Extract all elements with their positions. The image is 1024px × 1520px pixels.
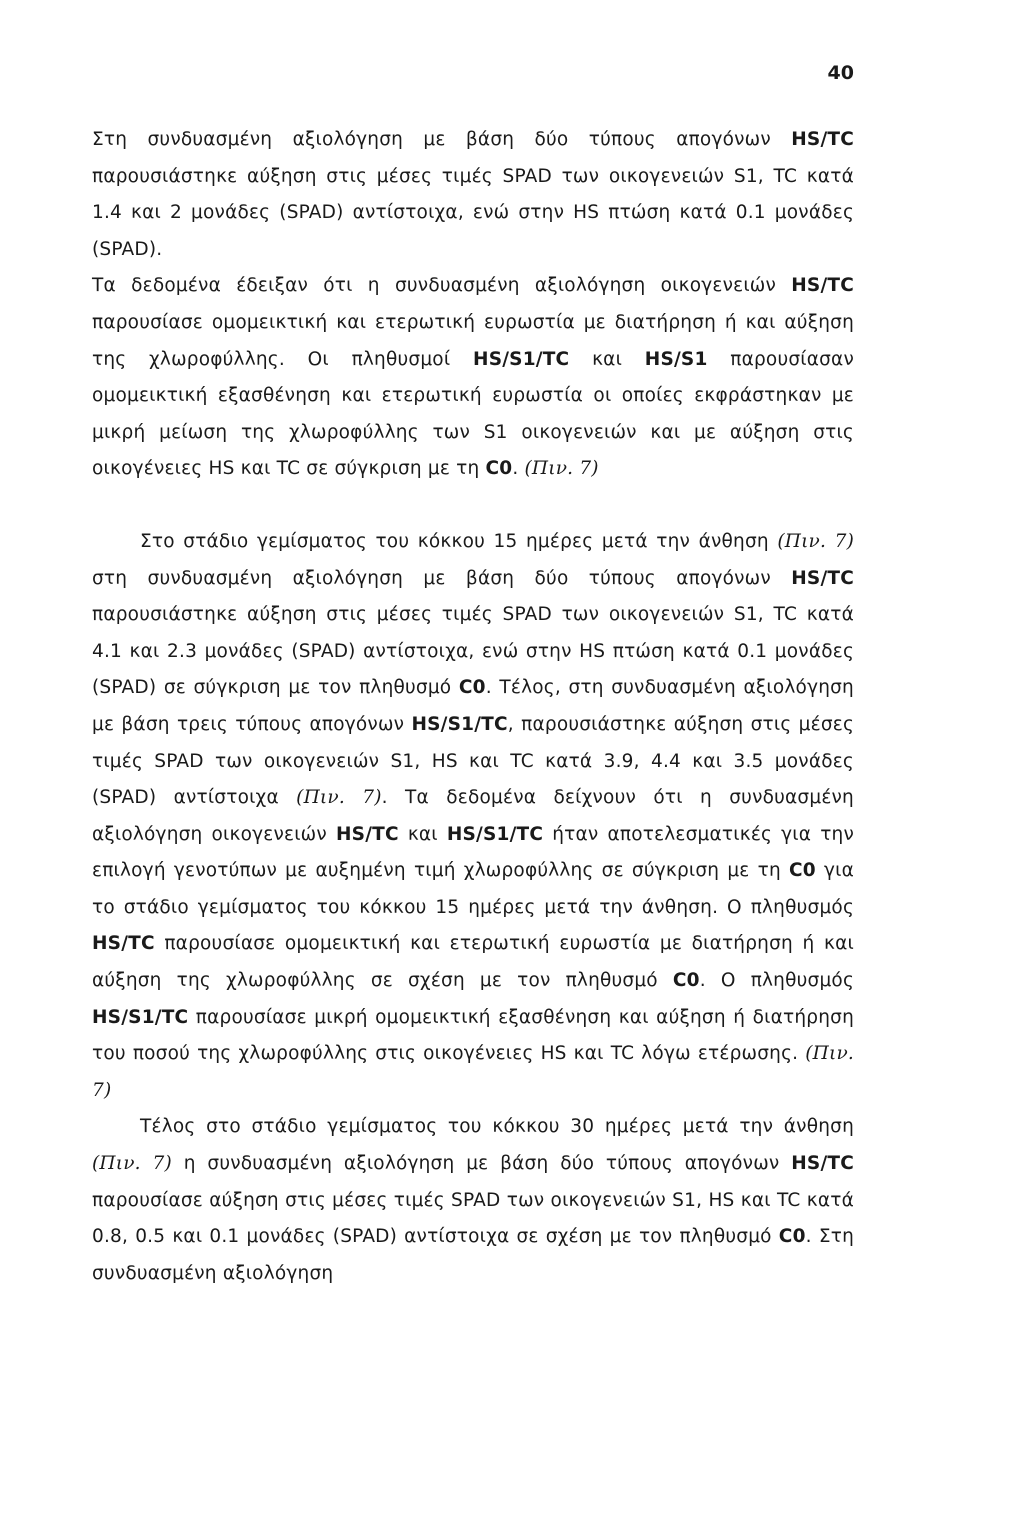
text-run: Στο στάδιο γεμίσματος του κόκκου 15 ημέρες μετά την άνθηση (140, 530, 778, 552)
text-run: για το στάδιο γεμίσματος του κόκκου 15 ημέρες μετά την άνθηση. Ο πληθυσμός (92, 860, 854, 918)
bold-term: HS/S1/TC (411, 713, 508, 735)
bold-term: C0 (458, 677, 486, 699)
text-run: παρουσίασαν ομομεικτική εξασθένηση και ετερωτική ευρωστία οι οποίες εκφράστηκαν με μικρή μείωση της χλωροφύλλης των S1 οικογενειών και με αύξηση στις οικογένειες HS και TC σε σύγκριση με τη (92, 348, 854, 480)
text-run: . Στη συνδυασμένη αξιολόγηση (92, 1226, 854, 1284)
bold-term: C0 (672, 970, 700, 992)
paragraph (92, 1109, 854, 1292)
bold-term: C0 (778, 1226, 806, 1248)
bold-term: HS/TC (791, 1153, 854, 1175)
text-run: παρουσιάστηκε αύξηση στις μέσες τιμές SPAD των οικογενειών S1, TC κατά 1.4 και 2 μονάδες (SPAD) αντίστοιχα, ενώ στην HS πτώση κατά 0.1 μονάδες (SPAD). (92, 165, 854, 260)
bold-term: HS/TC (791, 129, 854, 150)
text-run: και (398, 823, 447, 845)
table-reference: (Πιν. 7) (296, 787, 382, 809)
paragraph-gap (92, 488, 854, 524)
bold-term: C0 (485, 458, 513, 480)
text-run: παρουσίασε ομομεικτική και ετερωτική ευρωστία με διατήρηση ή και αύξηση της χλωροφύλλης. Οι πληθυσμοί (92, 311, 854, 370)
bold-term: C0 (789, 860, 816, 882)
table-reference: (Πιν. 7) (524, 458, 599, 480)
text-run: παρουσίασε αύξηση στις μέσες τιμές SPAD των οικογενειών S1, HS και TC κατά 0.8, 0.5 και 0.1 μονάδες (SPAD) αντίστοιχα σε σχέση με τον πληθυσμό (92, 1189, 854, 1248)
body-text (92, 122, 854, 1292)
text-run: και (569, 348, 645, 370)
text-run: ήταν αποτελεσματικές για την επιλογή γενοτύπων με αυξημένη τιμή χλωροφύλλης σε σύγκριση με τη (92, 823, 855, 882)
bold-term: HS/TC (92, 933, 155, 955)
page-number: 40 (827, 62, 854, 84)
bold-term: HS/S1 (644, 348, 708, 370)
paragraph (92, 122, 854, 268)
bold-term: HS/S1/TC (446, 823, 544, 845)
text-run: . (512, 458, 525, 480)
text-run: , παρουσιάστηκε αύξηση στις μέσες τιμές SPAD των οικογενειών S1, HS και TC κατά 3.9, 4.4 και 3.5 μονάδες (SPAD) αντίστοιχα (92, 713, 855, 809)
table-reference: (Πιν. 7) (777, 530, 854, 552)
text-run: . Τέλος, στη συνδυασμένη αξιολόγηση με βάση τρεις τύπους απογόνων (92, 677, 854, 735)
table-reference: (Πιν. 7) (92, 1153, 172, 1175)
bold-term: HS/S1/TC (473, 348, 570, 370)
paragraph (92, 524, 854, 1110)
text-run: παρουσιάστηκε αύξηση στις μέσες τιμές SPAD των οικογενειών S1, TC κατά 4.1 και 2.3 μονάδες (SPAD) αντίστοιχα, ενώ στην HS πτώση κατά 0.1 μονάδες (SPAD) σε σύγκριση με τον πληθυσμό (92, 604, 854, 699)
bold-term: HS/TC (791, 567, 854, 589)
text-run: . Ο πληθυσμός (699, 970, 854, 992)
bold-term: HS/S1/TC (92, 1006, 189, 1028)
text-run: η συνδυασμένη αξιολόγηση με βάση δύο τύπους απογόνων (171, 1153, 792, 1175)
text-run: στη συνδυασμένη αξιολόγηση με βάση δύο τύπους απογόνων (92, 567, 792, 589)
text-run: Τα δεδομένα έδειξαν ότι η συνδυασμένη αξιολόγηση οικογενειών (92, 275, 792, 297)
table-reference: (Πιν. 7) (92, 1043, 854, 1101)
text-run: . Τα δεδομένα δείχνουν ότι η συνδυασμένη αξιολόγηση οικογενειών (92, 787, 854, 845)
bold-term: HS/TC (791, 275, 854, 297)
text-run: Τέλος στο στάδιο γεμίσματος του κόκκου 30 ημέρες μετά την άνθηση (140, 1116, 854, 1138)
text-run: παρουσίασε ομομεικτική και ετερωτική ευρωστία με διατήρηση ή και αύξηση της χλωροφύλλης σε σχέση με τον πληθυσμό (92, 933, 854, 992)
paragraph (92, 268, 854, 488)
bold-term: HS/TC (335, 823, 399, 845)
text-run: Στη συνδυασμένη αξιολόγηση με βάση δύο τύπους απογόνων (92, 129, 792, 150)
text-run: παρουσίασε μικρή ομομεικτική εξασθένηση και αύξηση ή διατήρηση του ποσού της χλωροφύλλης στις οικογένειες HS και TC λόγω ετέρωσης. (92, 1006, 854, 1065)
